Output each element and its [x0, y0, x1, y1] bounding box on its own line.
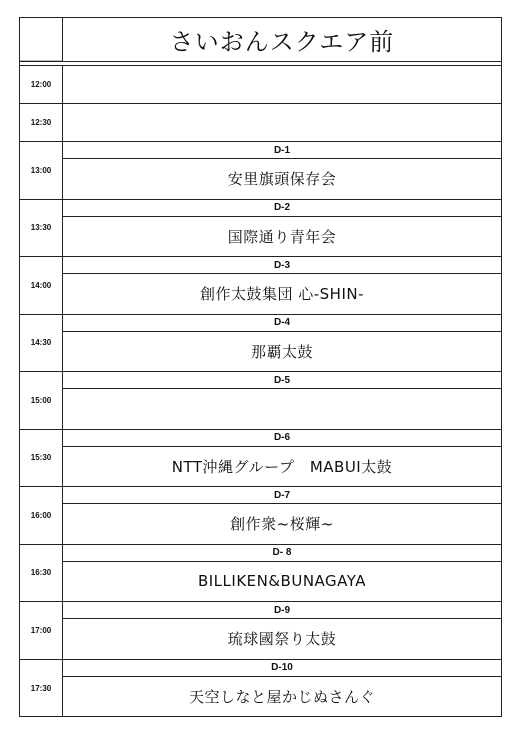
- schedule-row: [20, 430, 501, 488]
- performance-code: D-6: [63, 430, 501, 447]
- performance-cell: [63, 545, 501, 602]
- performance-code: D-10: [63, 660, 501, 677]
- schedule-row: [20, 660, 501, 718]
- schedule-row: [20, 257, 501, 315]
- time-label: 12:00: [20, 66, 63, 103]
- venue-title: さいおんスクエア前: [169, 28, 395, 56]
- schedule-row-empty: [20, 66, 501, 104]
- empty-cell: [63, 104, 501, 141]
- performance-cell: [63, 487, 501, 544]
- schedule-rows: [20, 66, 501, 717]
- schedule-row: [20, 315, 501, 373]
- performer-name: 安里旗頭保存会: [227, 170, 337, 189]
- performance-cell: [63, 257, 501, 314]
- time-label: 15:30: [20, 430, 63, 487]
- performer-name: 天空しなと屋かじぬさんぐ: [188, 688, 375, 707]
- performance-cell: [63, 660, 501, 718]
- schedule-row: [20, 602, 501, 660]
- performer-name: 琉球國祭り太鼓: [227, 630, 337, 649]
- performance-code: D-2: [63, 200, 501, 217]
- performer-name: 那覇太鼓: [250, 342, 313, 361]
- time-label: 17:00: [20, 602, 63, 659]
- schedule-row: [20, 545, 501, 603]
- schedule-header: [20, 18, 501, 62]
- time-label: 16:00: [20, 487, 63, 544]
- performance-cell: [63, 602, 501, 659]
- performance-cell: [63, 430, 501, 487]
- performance-code: D-3: [63, 257, 501, 274]
- time-label: 16:30: [20, 545, 63, 602]
- performance-cell: [63, 372, 501, 429]
- time-label: 14:30: [20, 315, 63, 372]
- performance-cell: [63, 200, 501, 257]
- time-label: 17:30: [20, 660, 63, 718]
- performer-name: 国際通り青年会: [227, 227, 337, 246]
- schedule-row-empty: [20, 104, 501, 142]
- performance-cell: [63, 142, 501, 199]
- performance-code: D-5: [63, 372, 501, 389]
- performance-cell: [63, 315, 501, 372]
- performer-name: 創作太鼓集団 心-SHIN-: [199, 285, 365, 304]
- time-label: 13:00: [20, 142, 63, 199]
- performance-code: D-1: [63, 142, 501, 159]
- empty-cell: [63, 66, 501, 103]
- performance-code: D- 8: [63, 545, 501, 562]
- performer-name: NTT沖縄グループ MABUI太鼓: [171, 457, 393, 476]
- time-label: 14:00: [20, 257, 63, 314]
- performance-code: D-9: [63, 602, 501, 619]
- performance-code: D-7: [63, 487, 501, 504]
- schedule-row: [20, 200, 501, 258]
- performer-name: 創作衆~桜輝~: [230, 515, 334, 534]
- schedule-sheet: [19, 17, 502, 717]
- performer-name: BILLIKEN&BUNAGAYA: [197, 572, 367, 591]
- time-label: 13:30: [20, 200, 63, 257]
- schedule-row: [20, 487, 501, 545]
- performance-code: D-4: [63, 315, 501, 332]
- time-label: 12:30: [20, 104, 63, 141]
- performer-name: [63, 389, 501, 429]
- time-label: 15:00: [20, 372, 63, 429]
- schedule-row: [20, 142, 501, 200]
- header-time-cell: [20, 18, 63, 61]
- schedule-row: [20, 372, 501, 430]
